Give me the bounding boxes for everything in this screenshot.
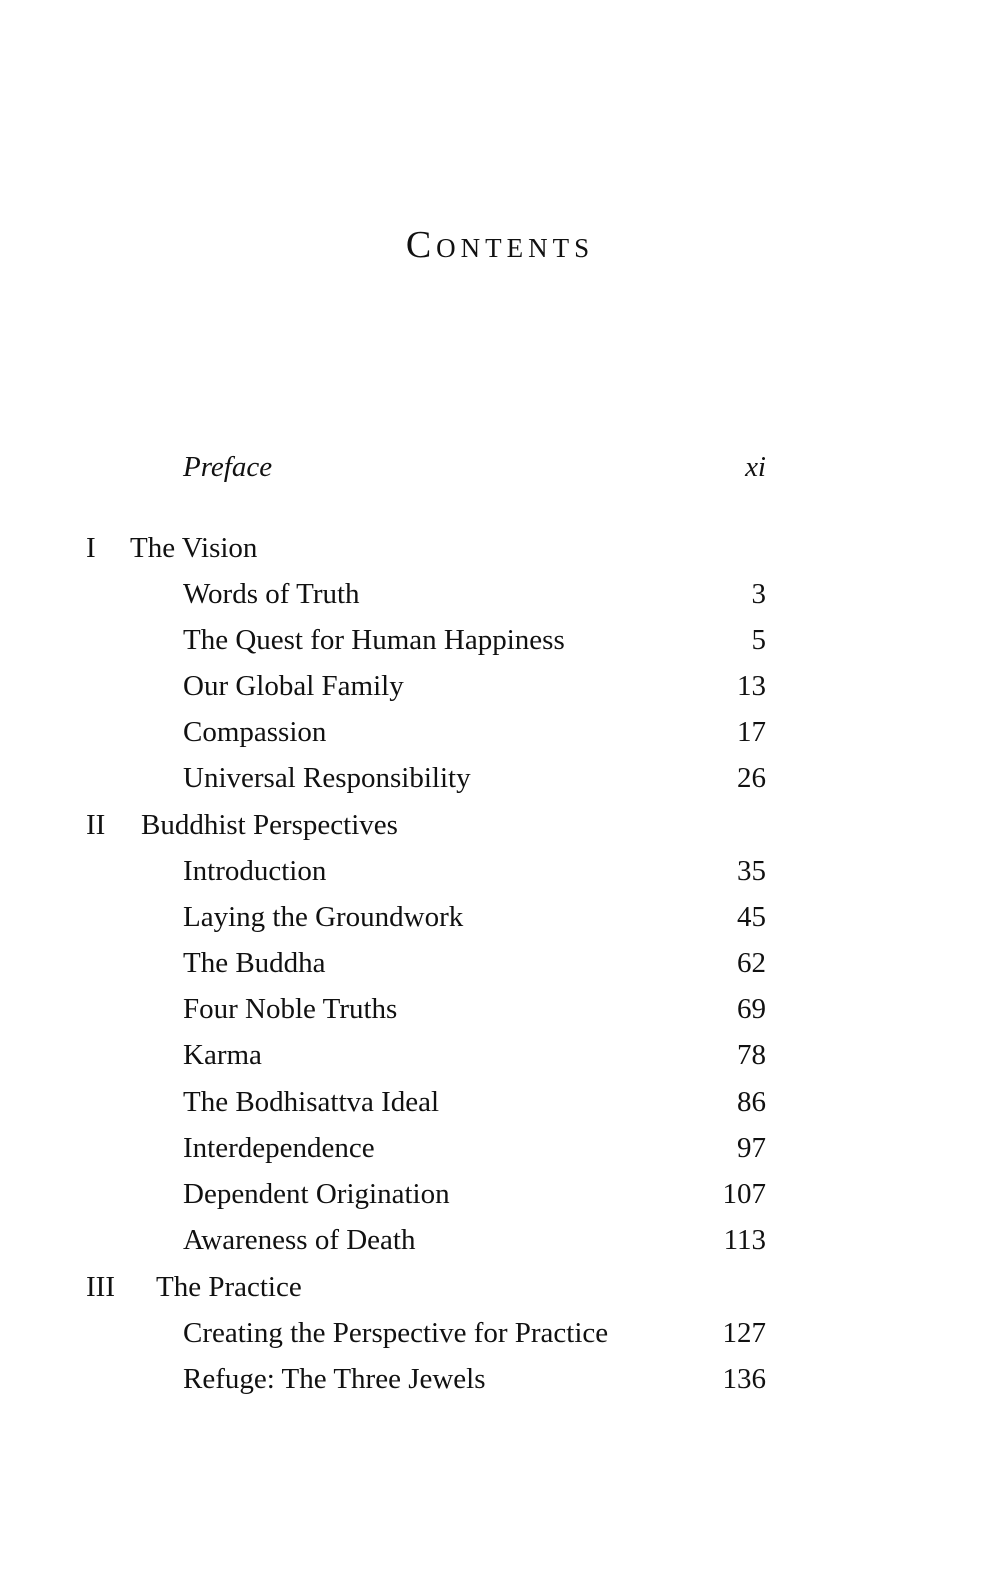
- part-numeral: I: [86, 532, 96, 564]
- part-title[interactable]: The Vision: [130, 532, 258, 564]
- toc-page-number: 136: [722, 1363, 766, 1395]
- toc-page-number: 13: [737, 670, 766, 702]
- toc-entry[interactable]: Our Global Family: [183, 670, 404, 702]
- toc-page-number: 107: [722, 1178, 766, 1210]
- toc-page-number: 26: [737, 762, 766, 794]
- part-title[interactable]: The Practice: [156, 1271, 302, 1303]
- toc-entry[interactable]: Words of Truth: [183, 578, 360, 610]
- toc-entry[interactable]: Karma: [183, 1039, 262, 1071]
- toc-page-number: 35: [737, 855, 766, 887]
- toc-entry[interactable]: Creating the Perspective for Practice: [183, 1317, 609, 1349]
- toc-page-number: 62: [737, 947, 766, 979]
- toc-page-preface: xi: [745, 451, 766, 483]
- toc-page-number: 127: [722, 1317, 766, 1349]
- toc-entry[interactable]: Four Noble Truths: [183, 993, 398, 1025]
- toc-page-number: 69: [737, 993, 766, 1025]
- toc-page-number: 113: [723, 1224, 766, 1256]
- toc-page-number: 45: [737, 901, 766, 933]
- toc-page-number: 86: [737, 1086, 766, 1118]
- toc-entry[interactable]: Universal Responsibility: [183, 762, 471, 794]
- toc-entry[interactable]: Awareness of Death: [183, 1224, 416, 1256]
- toc-entry[interactable]: The Quest for Human Happiness: [183, 624, 565, 656]
- toc-page-number: 5: [751, 624, 766, 656]
- toc-entry[interactable]: Compassion: [183, 716, 327, 748]
- toc-page-number: 17: [737, 716, 766, 748]
- toc-entry[interactable]: Refuge: The Three Jewels: [183, 1363, 486, 1395]
- part-title[interactable]: Buddhist Perspectives: [141, 809, 398, 841]
- part-numeral: III: [86, 1271, 115, 1303]
- toc-entry[interactable]: Dependent Origination: [183, 1178, 450, 1210]
- toc-entry[interactable]: The Bodhisattva Ideal: [183, 1086, 440, 1118]
- toc-entry[interactable]: The Buddha: [183, 947, 326, 979]
- toc-page-number: 78: [737, 1039, 766, 1071]
- toc-page-number: 3: [751, 578, 766, 610]
- part-numeral: II: [86, 809, 106, 841]
- toc-entry[interactable]: Interdependence: [183, 1132, 375, 1164]
- toc-entry[interactable]: Laying the Groundwork: [183, 901, 464, 933]
- toc-page-number: 97: [737, 1132, 766, 1164]
- toc-entry-preface[interactable]: Preface: [183, 451, 273, 483]
- toc-entry[interactable]: Introduction: [183, 855, 327, 887]
- page-title: Contents: [405, 224, 595, 266]
